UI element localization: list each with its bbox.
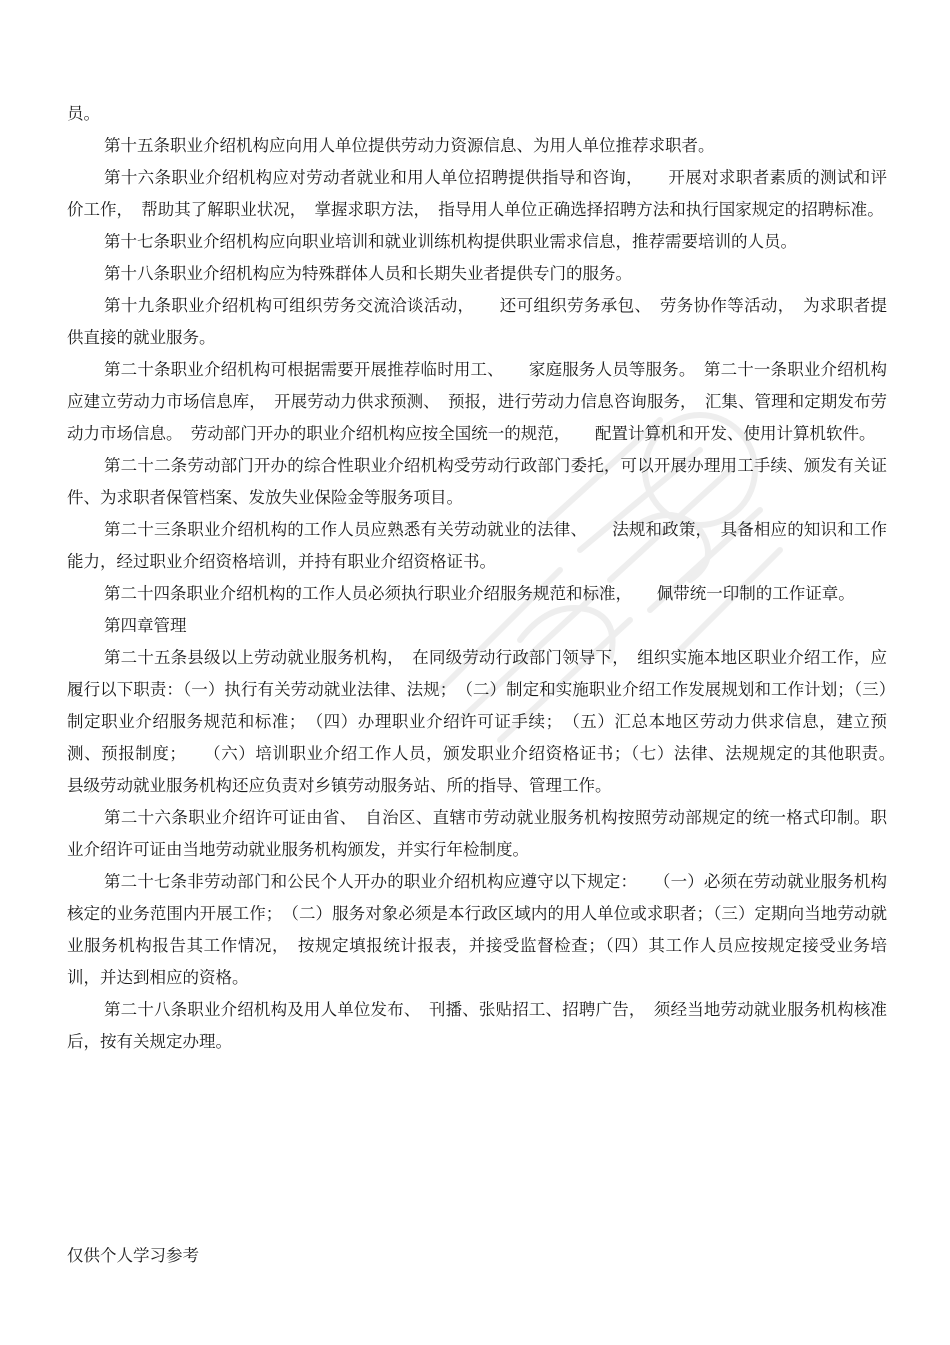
paragraph: 第二十八条职业介绍机构及用人单位发布、 刊播、张贴招工、招聘广告， 须经当地劳动就业服务机构核准后，按有关规定办理。 [67,1000,887,1051]
document-body [67,98,904,1058]
paragraph: 第二十六条职业介绍许可证由省、 自治区、直辖市劳动就业服务机构按照劳动部规定的统一格式印制。职业介绍许可证由当地劳动就业服务机构颁发，并实行年检制度。 [67,808,887,859]
paragraph: 第十五条职业介绍机构应向用人单位提供劳动力资源信息、为用人单位推荐求职者。 [104,136,715,155]
paragraph: 员。 [67,104,100,123]
paragraph: 第十九条职业介绍机构可组织劳务交流洽谈活动， 还可组织劳务承包、 劳务协作等活动， 为求职者提供直接的就业服务。 [67,296,887,347]
footer-note: 仅供个人学习参考 [67,1246,199,1265]
paragraph: 第二十二条劳动部门开办的综合性职业介绍机构受劳动行政部门委托，可以开展办理用工手续、颁发有关证件、为求职者保管档案、发放失业保险金等服务项目。 [67,456,887,507]
paragraph: 第十六条职业介绍机构应对劳动者就业和用人单位招聘提供指导和咨询， 开展对求职者素质的测试和评价工作， 帮助其了解职业状况， 掌握求职方法， 指导用人单位正确选择招聘方法和执行国家规定的招聘标准。 [67,168,887,219]
paragraph: 第十七条职业介绍机构应向职业培训和就业训练机构提供职业需求信息，推荐需要培训的人员。 [104,232,797,251]
paragraph: 第二十四条职业介绍机构的工作人员必须执行职业介绍服务规范和标准， 佩带统一印制的工作证章。 [104,584,855,603]
paragraph: 第十八条职业介绍机构应为特殊群体人员和长期失业者提供专门的服务。 [104,264,632,283]
paragraph: 第二十五条县级以上劳动就业服务机构， 在同级劳动行政部门领导下， 组织实施本地区职业介绍工作，应履行以下职责：（一）执行有关劳动就业法律、法规； （二）制定和实施职业介绍工作发展规划和工作计划；（三）制定职业介绍服务规范和标准； （四）办理职业介绍许可证手续； （五）汇总本地区劳动力供求信息，建立预测、预报制度； （六）培训职业介绍工作人员，颁发职业介绍资格证书；（七）法律、法规规定的其他职责。 县级劳动就业服务机构还应负责对乡镇劳动服务站、所的指导、管理工作。 [67,648,904,795]
paragraph: 第四章管理 [104,616,187,635]
paragraph: 第二十七条非劳动部门和公民个人开办的职业介绍机构应遵守以下规定： （一）必须在劳动就业服务机构核定的业务范围内开展工作； （二）服务对象必须是本行政区域内的用人单位或求职者；（三）定期向当地劳动就业服务机构报告其工作情况， 按规定填报统计报表，并接受监督检查；（四）其工作人员应按规定接受业务培训，并达到相应的资格。 [67,872,887,987]
paragraph: 第二十条职业介绍机构可根据需要开展推荐临时用工、 家庭服务人员等服务。 第二十一条职业介绍机构应建立劳动力市场信息库， 开展劳动力供求预测、 预报，进行劳动力信息咨询服务， 汇集、管理和定期发布劳动力市场信息。 劳动部门开办的职业介绍机构应按全国统一的规范， 配置计算机和开发、使用计算机软件。 [67,360,887,443]
paragraph: 第二十三条职业介绍机构的工作人员应熟悉有关劳动就业的法律、 法规和政策， 具备相应的知识和工作能力，经过职业介绍资格培训，并持有职业介绍资格证书。 [67,520,887,571]
